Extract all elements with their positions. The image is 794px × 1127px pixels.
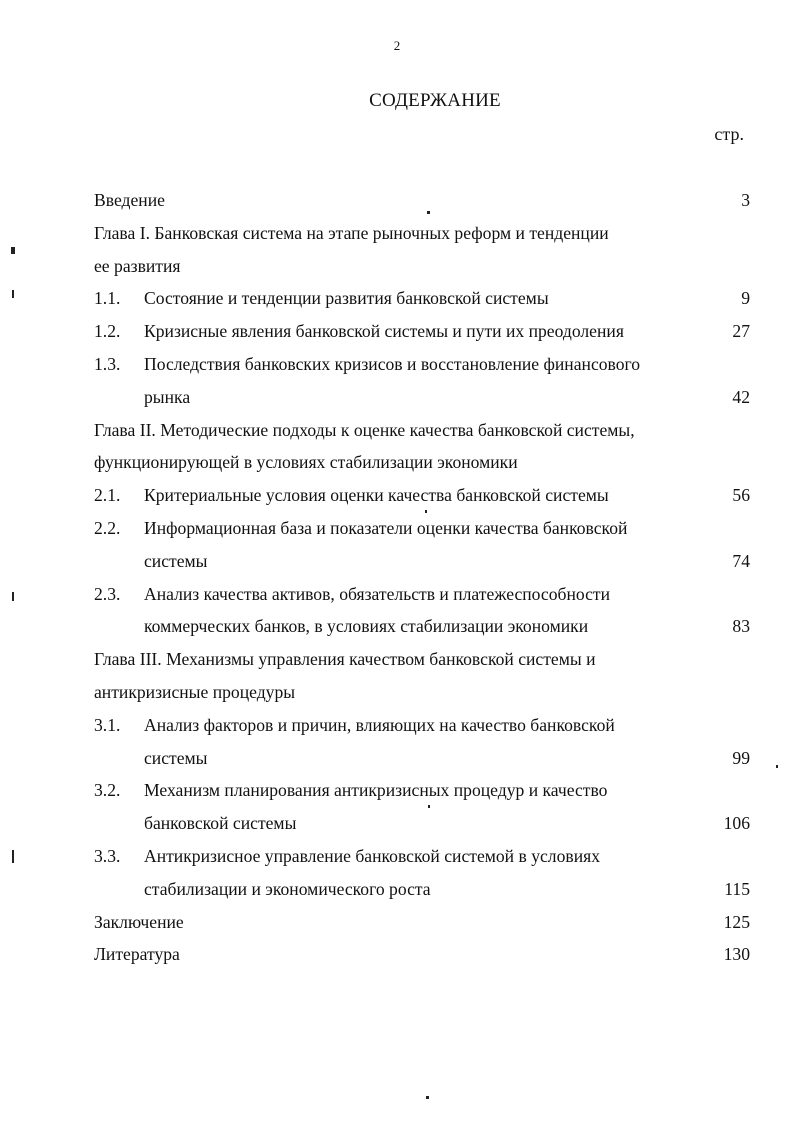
scan-mark: [11, 247, 15, 254]
toc-section-line: [94, 479, 750, 512]
page-ref: 99: [732, 747, 750, 768]
entry-title: Глава II. Методические подходы к оценке качества банковской системы,: [94, 419, 635, 440]
entry-title: Глава I. Банковская система на этапе рыночных реформ и тенденции: [94, 222, 609, 243]
section-number: 2.3.: [94, 583, 121, 604]
page-ref: 106: [723, 813, 750, 834]
toc-section-line: [94, 840, 750, 873]
toc-section-line: [94, 610, 750, 643]
section-number: 1.1.: [94, 288, 121, 309]
page-ref: 74: [732, 550, 750, 571]
entry-title: Информационная база и показатели оценки качества банковской: [144, 517, 628, 538]
entry-title: Состояние и тенденции развития банковской системы: [144, 288, 549, 309]
entry-title: Кризисные явления банковской системы и пути их преодоления: [144, 321, 624, 342]
page-ref: 83: [732, 616, 750, 637]
toc-section-line: [94, 512, 750, 545]
page-ref: 9: [741, 288, 750, 309]
page-number: 2: [393, 38, 401, 53]
section-number: 2.1.: [94, 485, 121, 506]
toc-section-line: [94, 742, 750, 775]
scan-mark: [12, 850, 14, 863]
toc-entry-line: [94, 676, 750, 709]
entry-title: функционирующей в условиях стабилизации экономики: [94, 452, 518, 473]
page-ref: 27: [732, 321, 750, 342]
entry-title: Последствия банковских кризисов и восстановление финансового: [144, 353, 641, 374]
section-number: 1.3.: [94, 353, 121, 374]
entry-title: системы: [144, 550, 208, 571]
toc-entry-line: [94, 906, 750, 939]
entry-title: стабилизации и экономического роста: [144, 878, 431, 899]
toc-section-line: [94, 315, 750, 348]
section-number: 2.2.: [94, 517, 121, 538]
entry-title: ее развития: [94, 255, 181, 276]
page-ref: 42: [732, 386, 750, 407]
page-ref: 125: [723, 911, 750, 932]
section-number: 3.1.: [94, 714, 121, 735]
entry-title: рынка: [144, 386, 191, 407]
toc-section-line: [94, 348, 750, 381]
section-number: 3.3.: [94, 845, 121, 866]
page-column-label: стр.: [714, 124, 744, 144]
toc-entry-line: [94, 184, 750, 217]
toc-section-line: [94, 381, 750, 414]
page-ref: 115: [724, 878, 750, 899]
toc-section-line: [94, 873, 750, 906]
scan-mark: [426, 1096, 429, 1099]
section-number: 3.2.: [94, 780, 121, 801]
toc-section-line: [94, 774, 750, 807]
section-number: 1.2.: [94, 321, 121, 342]
entry-title: Анализ факторов и причин, влияющих на качество банковской: [144, 714, 615, 735]
toc-entry-line: [94, 414, 750, 447]
toc-section-line: [94, 709, 750, 742]
entry-title: Введение: [94, 190, 165, 210]
toc-entry-line: [94, 643, 750, 676]
toc-section-line: [94, 807, 750, 840]
entry-title: системы: [144, 747, 208, 768]
toc-entry-line: [94, 217, 750, 250]
scan-mark: [425, 510, 427, 513]
scan-mark: [12, 290, 14, 298]
toc-section-line: [94, 545, 750, 578]
entry-title: Литература: [94, 944, 180, 965]
entry-title: антикризисные процедуры: [94, 681, 296, 702]
entry-title: Критериальные условия оценки качества банковской системы: [144, 485, 609, 506]
page-ref: 130: [723, 944, 750, 965]
scan-mark: [12, 592, 14, 601]
page-ref: 3: [741, 190, 750, 210]
entry-title: коммерческих банков, в условиях стабилизации экономики: [144, 616, 589, 637]
page-ref: 56: [732, 485, 750, 506]
entry-title: Глава III. Механизмы управления качеством банковской системы и: [94, 649, 596, 670]
toc-section-line: [94, 578, 750, 611]
page-title: СОДЕРЖАНИЕ: [369, 90, 501, 111]
entry-title: банковской системы: [144, 813, 297, 834]
entry-title: Антикризисное управление банковской системой в условиях: [144, 845, 600, 866]
toc-section-line: [94, 282, 750, 315]
scan-mark: [428, 805, 430, 808]
toc-entry-line: [94, 250, 750, 283]
toc-entry-line: [94, 938, 750, 971]
entry-title: Анализ качества активов, обязательств и платежеспособности: [144, 583, 611, 604]
scan-mark: [776, 765, 778, 768]
entry-title: Механизм планирования антикризисных процедур и качество: [144, 780, 608, 801]
scan-mark: [427, 211, 430, 214]
toc-entry-line: [94, 446, 750, 479]
entry-title: Заключение: [94, 911, 184, 932]
table-of-contents: [94, 184, 750, 971]
